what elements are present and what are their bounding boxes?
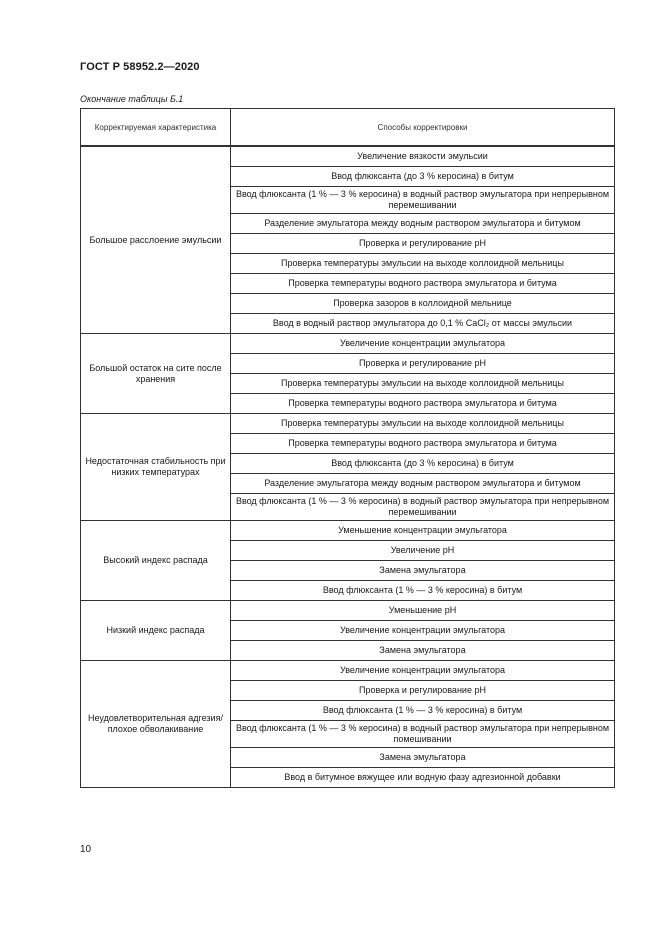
characteristic-cell: Большое расслоение эмульсии [81,146,231,334]
characteristic-cell: Высокий индекс распада [81,521,231,601]
table-row [81,146,615,167]
method-cell: Проверка и регулирование pH [231,234,615,254]
method-cell: Ввод флюксанта (до 3 % керосина) в битум [231,454,615,474]
table-row [81,661,615,681]
method-cell: Проверка зазоров в коллоидной мельнице [231,294,615,314]
table-row [81,414,615,434]
method-cell: Проверка температуры водного раствора эмульгатора и битума [231,394,615,414]
table-row [81,601,615,621]
page-number: 10 [80,844,92,855]
column-header-characteristic: Корректируемая характеристика [81,109,231,147]
column-header-methods: Способы корректировки [231,109,615,147]
table-row [81,334,615,354]
method-cell: Проверка температуры эмульсии на выходе коллоидной мельницы [231,254,615,274]
method-cell: Ввод флюксанта (1 % — 3 % керосина) в водный раствор эмульгатора при непрерывном перемешивании [231,187,615,214]
method-cell: Ввод флюксанта (до 3 % керосина) в битум [231,167,615,187]
method-cell: Замена эмульгатора [231,561,615,581]
method-cell: Разделение эмульгатора между водным раствором эмульгатора и битумом [231,474,615,494]
method-cell: Ввод флюксанта (1 % — 3 % керосина) в водный раствор эмульгатора при непрерывном перемешивании [231,494,615,521]
table-caption: Окончание таблицы Б.1 [80,94,184,104]
method-cell: Увеличение концентрации эмульгатора [231,334,615,354]
table-body [81,146,615,788]
method-cell: Проверка температуры эмульсии на выходе коллоидной мельницы [231,374,615,394]
method-cell: Уменьшение pH [231,601,615,621]
method-cell: Проверка и регулирование pH [231,681,615,701]
method-cell: Увеличение концентрации эмульгатора [231,621,615,641]
method-cell: Ввод флюксанта (1 % — 3 % керосина) в битум [231,581,615,601]
method-cell: Ввод в водный раствор эмульгатора до 0,1 % CaCl₂ от массы эмульсии [231,314,615,334]
method-cell: Увеличение вязкости эмульсии [231,146,615,167]
method-cell: Замена эмульгатора [231,748,615,768]
method-cell: Ввод флюксанта (1 % — 3 % керосина) в водный раствор эмульгатора при непрерывном помешивании [231,721,615,748]
document-header: ГОСТ Р 58952.2—2020 [80,61,200,73]
method-cell: Увеличение pH [231,541,615,561]
method-cell: Уменьшение концентрации эмульгатора [231,521,615,541]
table-row [81,521,615,541]
method-cell: Проверка и регулирование pH [231,354,615,374]
characteristic-cell: Неудовлетворительная адгезия/плохое обволакивание [81,661,231,788]
method-cell: Ввод в битумное вяжущее или водную фазу адгезионной добавки [231,768,615,788]
method-cell: Проверка температуры водного раствора эмульгатора и битума [231,434,615,454]
method-cell: Проверка температуры водного раствора эмульгатора и битума [231,274,615,294]
method-cell: Разделение эмульгатора между водным раствором эмульгатора и битумом [231,214,615,234]
method-cell: Ввод флюксанта (1 % — 3 % керосина) в битум [231,701,615,721]
characteristic-cell: Низкий индекс распада [81,601,231,661]
method-cell: Проверка температуры эмульсии на выходе коллоидной мельницы [231,414,615,434]
method-cell: Увеличение концентрации эмульгатора [231,661,615,681]
method-cell: Замена эмульгатора [231,641,615,661]
correction-table [80,108,615,788]
characteristic-cell: Большой остаток на сите после хранения [81,334,231,414]
characteristic-cell: Недостаточная стабильность при низких температурах [81,414,231,521]
